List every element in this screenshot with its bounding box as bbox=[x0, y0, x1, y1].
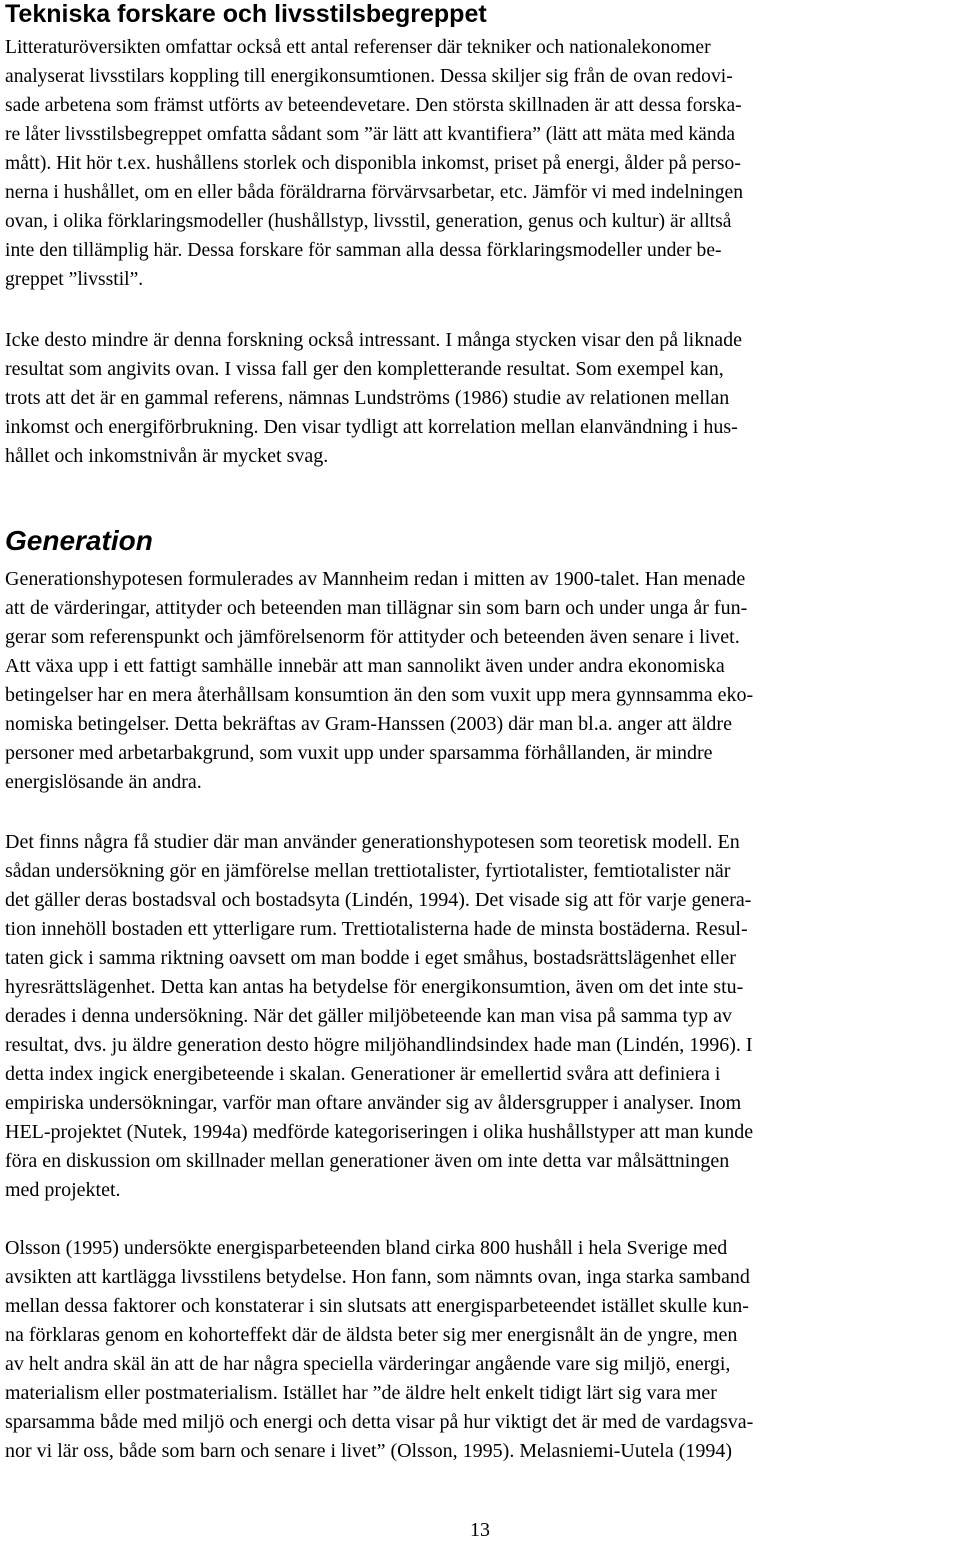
text-line: nomiska betingelser. Detta bekräftas av Gram-Hanssen (2003) där man bl.a. anger att äldre bbox=[5, 713, 732, 735]
text-line: avsikten att kartlägga livsstilens betydelse. Hon fann, som nämnts ovan, inga starka samband bbox=[5, 1266, 750, 1288]
paragraph-1 bbox=[5, 33, 955, 294]
text-line: re låter livsstilsbegreppet omfatta sådant som ”är lätt att kvantifiera” (lätt att mäta med kända bbox=[5, 124, 736, 145]
text-line: Det finns några få studier där man använder generationshypotesen som teoretisk modell. En bbox=[5, 831, 740, 853]
text-line: analyserat livsstilars koppling till energikonsumtionen. Dessa skiljer sig från de ovan redovi- bbox=[5, 66, 733, 87]
text-line: Att växa upp i ett fattigt samhälle innebär att man sannolikt även under andra ekonomiska bbox=[5, 655, 725, 677]
text-line: detta index ingick energibeteende i skalan. Generationer är emellertid svåra att definiera i bbox=[5, 1063, 721, 1085]
text-line: tion innehöll bostaden ett ytterligare rum. Trettiotalisterna hade de minsta bostäderna. Resul- bbox=[5, 918, 748, 940]
text-line: Litteraturöversikten omfattar också ett antal referenser där tekniker och nationalekonomer bbox=[5, 37, 711, 58]
text-line: sparsamma både med miljö och energi och detta visar på hur viktigt det är med de vardagsva- bbox=[5, 1411, 754, 1433]
text-line: energislösande än andra. bbox=[5, 771, 202, 793]
text-line: Generationshypotesen formulerades av Mannheim redan i mitten av 1900-talet. Han menade bbox=[5, 568, 746, 590]
text-line: greppet ”livsstil”. bbox=[5, 269, 144, 290]
text-line: föra en diskussion om skillnader mellan generationer även om inte detta var målsättningen bbox=[5, 1150, 730, 1172]
text-line: sådan undersökning gör en jämförelse mellan trettiotalister, fyrtiotalister, femtiotalister när bbox=[5, 860, 731, 882]
text-line: derades i denna undersökning. När det gäller miljöbeteende kan man visa på samma typ av bbox=[5, 1005, 732, 1027]
text-line: inkomst och energiförbrukning. Den visar tydligt att korrelation mellan elanvändning i hus- bbox=[5, 416, 738, 438]
text-line: betingelser har en mera återhållsam konsumtion än den som vuxit upp mera gynnsamma eko- bbox=[5, 684, 754, 706]
text-line: Icke desto mindre är denna forskning också intressant. I många stycken visar den på liknade bbox=[5, 329, 742, 351]
text-line: personer med arbetarbakgrund, som vuxit upp under sparsamma förhållanden, är mindre bbox=[5, 742, 713, 764]
text-line: gerar som referenspunkt och jämförelsenorm för attityder och beteenden även senare i livet. bbox=[5, 626, 740, 648]
text-line: materialism eller postmaterialism. Istället har ”de äldre helt enkelt tidigt lärt sig vara mer bbox=[5, 1382, 717, 1404]
text-line: taten gick i samma riktning oavsett om man bodde i eget småhus, bostadsrättslägenhet eller bbox=[5, 947, 736, 969]
text-line: med projektet. bbox=[5, 1179, 121, 1201]
text-line: mått). Hit hör t.ex. hushållens storlek och disponibla inkomst, priset på energi, ålder på perso- bbox=[5, 153, 741, 174]
text-line: det gäller deras bostadsval och bostadsyta (Lindén, 1994). Det visade sig att för varje genera- bbox=[5, 889, 752, 911]
text-line: HEL-projektet (Nutek, 1994a) medförde kategoriseringen i olika hushållstyper att man kunde bbox=[5, 1121, 754, 1143]
text-line: resultat som angivits ovan. I vissa fall ger den kompletterande resultat. Som exempel kan, bbox=[5, 358, 724, 380]
text-line: av helt andra skäl än att de har några speciella värderingar angående vare sig miljö, energi, bbox=[5, 1353, 731, 1375]
text-line: hållet och inkomstnivån är mycket svag. bbox=[5, 445, 329, 467]
text-line: resultat, dvs. ju äldre generation desto högre miljöhandlindsindex hade man (Lindén, 1996). I bbox=[5, 1034, 753, 1056]
text-line: inte den tillämplig här. Dessa forskare för samman alla dessa förklaringsmodeller under be- bbox=[5, 240, 722, 261]
text-line: att de värderingar, attityder och beteenden man tillägnar sin som barn och under unga år fun- bbox=[5, 597, 748, 619]
text-line: nerna i hushållet, om en eller båda föräldrarna förvärvsarbetar, etc. Jämför vi med indelningen bbox=[5, 182, 744, 203]
text-line: empiriska undersökningar, varför man oftare använder sig av åldersgrupper i analyser. Inom bbox=[5, 1092, 742, 1114]
text-line: mellan dessa faktorer och konstaterar i sin slutsats att energisparbeteendet istället skulle kun- bbox=[5, 1295, 749, 1317]
page-number: 13 bbox=[470, 1519, 490, 1541]
text-line: Olsson (1995) undersökte energisparbeteenden bland cirka 800 hushåll i hela Sverige med bbox=[5, 1237, 728, 1259]
text-line: trots att det är en gammal referens, nämnas Lundströms (1986) studie av relationen mellan bbox=[5, 387, 730, 409]
text-line: nor vi lär oss, både som barn och senare i livet” (Olsson, 1995). Melasniemi-Uutela (1994) bbox=[5, 1440, 733, 1462]
section-heading-generation: Generation bbox=[5, 525, 153, 556]
text-line: ovan, i olika förklaringsmodeller (hushållstyp, livsstil, generation, genus och kultur) är alltså bbox=[5, 211, 732, 232]
text-line: sade arbetena som främst utförts av beteendevetare. Den största skillnaden är att dessa forska- bbox=[5, 95, 742, 116]
paragraph-3 bbox=[5, 565, 955, 797]
paragraph-4 bbox=[5, 828, 955, 1205]
paragraph-5 bbox=[5, 1234, 955, 1466]
paragraph-2 bbox=[5, 326, 955, 471]
text-line: hyresrättslägenhet. Detta kan antas ha betydelse för energikonsumtion, även om det inte stu- bbox=[5, 976, 744, 998]
text-line: na förklaras genom en kohorteffekt där de äldsta beter sig mer energisnålt än de yngre, men bbox=[5, 1324, 738, 1346]
section-heading-tekniska-forskare: Tekniska forskare och livsstilsbegreppet bbox=[5, 0, 487, 28]
